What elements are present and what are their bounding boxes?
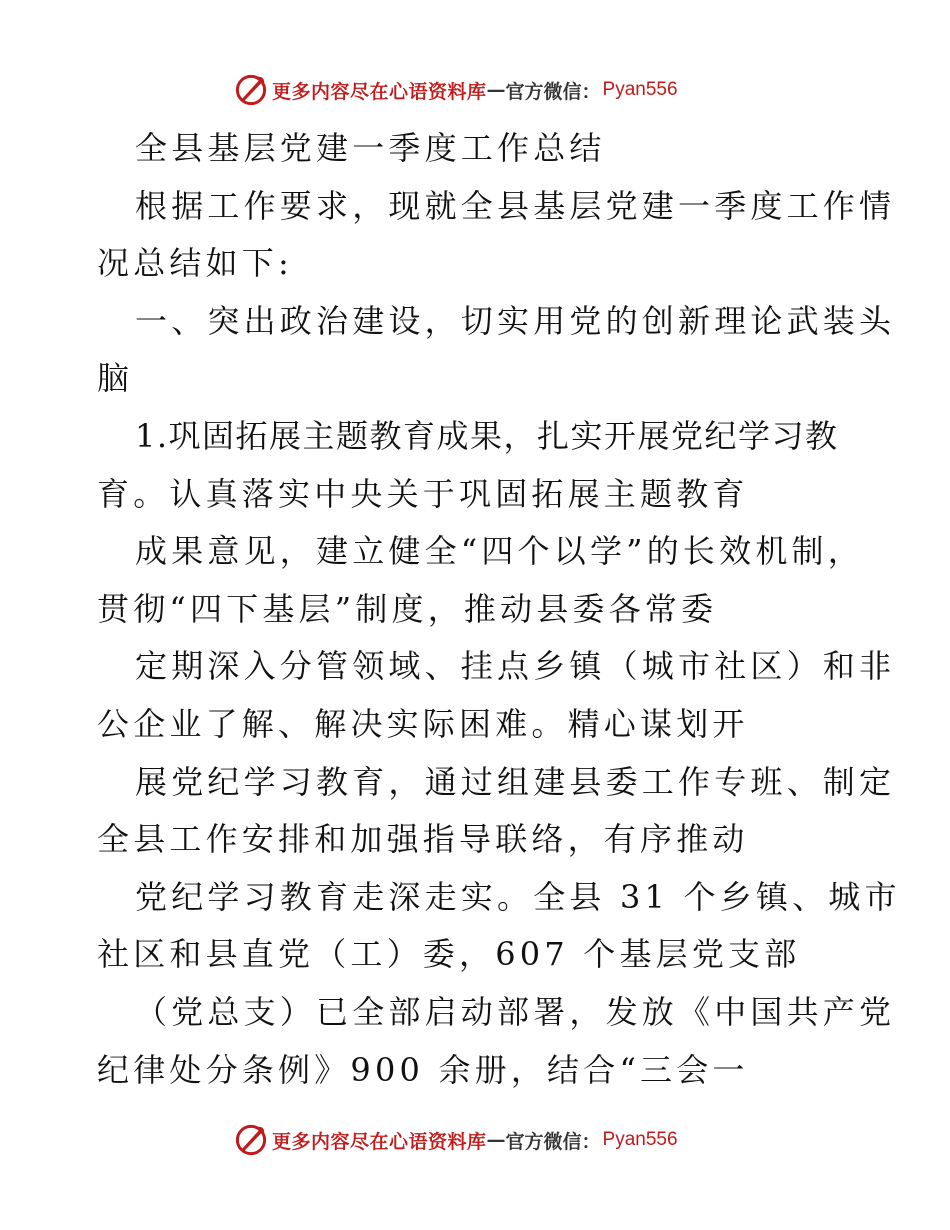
- subsection-heading: 1.巩固拓展主题教育成果，扎实开展党纪学习教: [135, 416, 839, 455]
- text-line: 根据工作要求，现就全县基层党建一季度工作情: [135, 186, 896, 225]
- section-heading-continued: 脑: [97, 359, 134, 398]
- quill-logo-icon: [234, 73, 268, 107]
- text-line: 纪律处分条例》900 余册，结合“三会一: [97, 1050, 749, 1089]
- watermark-banner-bottom: [234, 1122, 678, 1158]
- text-line: 贯彻“四下基层”制度，推动县委各常委: [97, 589, 718, 628]
- text-line: 育。认真落实中央关于巩固拓展主题教育: [97, 474, 749, 513]
- watermark-site-text: 更多内容尽在心语资料库: [272, 80, 487, 103]
- text-line: 况总结如下:: [97, 244, 293, 283]
- watermark-site-text: 更多内容尽在心语资料库: [272, 1130, 487, 1153]
- watermark-contact-label: 官方微信：: [505, 80, 601, 103]
- text-line: （党总支）已全部启动部署，发放《中国共产党: [135, 992, 896, 1031]
- watermark-contact-id: Pyan556: [602, 79, 678, 100]
- text-line: 社区和县直党（工）委，607 个基层党支部: [97, 935, 801, 974]
- text-line: 党纪学习教育走深走实。全县 31 个乡镇、城市: [135, 877, 901, 916]
- text-line: 成果意见，建立健全“四个以学”的长效机制，: [135, 532, 864, 571]
- watermark-separator: —: [486, 79, 506, 101]
- document-title: 全县基层党建一季度工作总结: [135, 129, 606, 167]
- watermark-separator: —: [486, 1129, 506, 1151]
- text-line: 展党纪学习教育，通过组建县委工作专班、制定: [135, 762, 896, 801]
- text-line: 公企业了解、解决实际困难。精心谋划开: [97, 704, 749, 743]
- section-heading: 一、突出政治建设，切实用党的创新理论武装头: [135, 301, 896, 340]
- quill-logo-icon: [234, 1123, 268, 1157]
- watermark-contact-id: Pyan556: [602, 1129, 678, 1150]
- watermark-contact-label: 官方微信：: [505, 1130, 601, 1153]
- text-line: 定期深入分管领域、挂点乡镇（城市社区）和非: [135, 647, 896, 686]
- watermark-banner-top: [234, 72, 678, 108]
- document-body: [97, 120, 901, 1099]
- text-line: 全县工作安排和加强指导联络，有序推动: [97, 820, 749, 859]
